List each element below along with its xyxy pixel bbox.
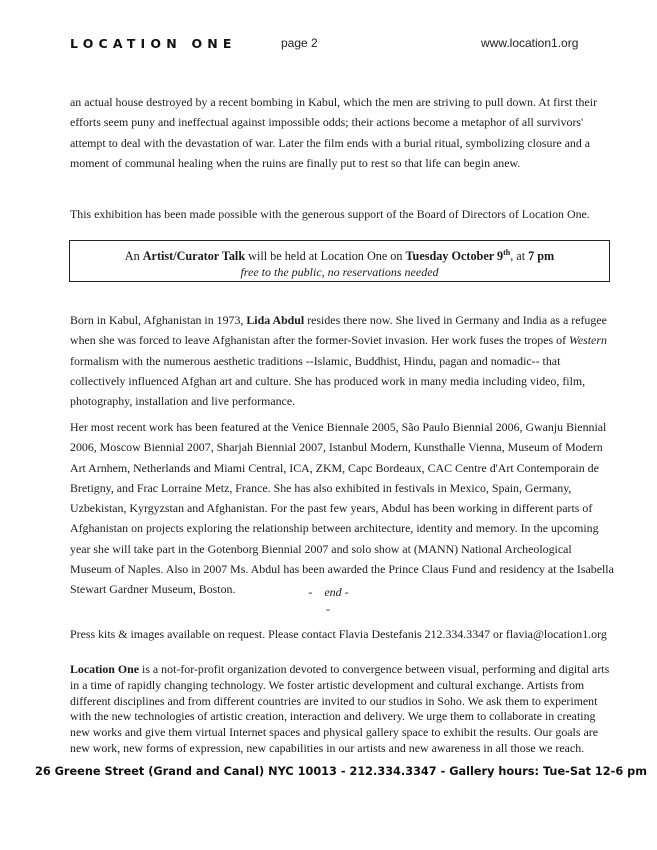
org-name: Location One	[70, 662, 140, 676]
brand-logo-text: LOCATION ONE	[70, 36, 237, 51]
press-kit-contact: Press kits & images available on request. Please contact Flavia Destefanis 212.334.3347 or flavia@location1.org	[70, 627, 607, 641]
paragraph-artist-bio: Born in Kabul, Afghanistan in 1973, Lida Abdul resides there now. She lived in Germany and India as a refugee when she was forced to leave Afghanistan after the former-Soviet invasion. Her work fuses the tropes of Western formalism with the numerous aesthetic traditions --Islamic, Buddhist, Hindu, pagan and nomadic-- that collectively influenced Afghan art and culture. She has produced work in many media including video, film, photography, installation and live performance.	[70, 313, 607, 409]
talk-note: free to the public, no reservations needed	[240, 265, 439, 280]
end-dash: -	[326, 602, 330, 616]
paragraph-support-credit: This exhibition has been made possible with the generous support of the Board of Directors of Location One.	[70, 207, 590, 221]
talk-date: Tuesday October 9th	[405, 248, 511, 264]
talk-event-title: Artist/Curator Talk	[142, 249, 246, 264]
end-marker: - end -	[308, 585, 349, 599]
talk-text-pre: An	[124, 249, 143, 264]
talk-time: 7 pm	[528, 249, 555, 264]
paragraph-about-organization: Location One is a not-for-profit organization devoted to convergence between visual, performing and digital arts in a time of rapidly changing technology. We foster artistic development and cultural exchange. Artists from different disciplines and from different countries are invited to our studios in Soho. We ask them to experiment with the new technologies of artistic creation, interaction and delivery. We urge them to collaborate in creating new works and give them virtual Internet spaces and physical gallery space to exhibit the results. Our goals are new work, new forms of expression, new capabilities in our artists and new awareness in all those we reach.	[70, 662, 610, 755]
page-number: page 2	[281, 36, 318, 50]
footer-address: 26 Greene Street (Grand and Canal) NYC 10013 - 212.334.3347 - Gallery hours: Tue-Sat 12-6 pm	[35, 765, 647, 778]
paragraph-exhibition-history: Her most recent work has been featured at the Venice Biennale 2005, São Paulo Biennial 2006, Gwanju Biennial 2006, Moscow Biennial 2007, Sharjah Biennial 2007, Istanbul Modern, Kunsthalle Vienna, Museum of Modern Art Arnhem, Netherlands and Miami Central, ICA, ZKM, Capc Bordeaux, CAC Centre d'Art Contemporain de Bretigny, and Frac Lorraine Metz, France. She has also exhibited in festivals in Mexico, Spain, Germany, Uzbekistan, Kyrgyzstan and Afghanistan. For the past few years, Abdul has been working in different parts of Afghanistan on projects exploring the relationship between architecture, identity and memory. In the upcoming year she will take part in the Gotenborg Biennial 2007 and solo show at (MANN) National Archeological Museum of Naples. Also in 2007 Ms. Abdul has been awarded the Prince Claus Fund and residency at the Isabella Stewart Gardner Museum, Boston.	[70, 420, 614, 597]
talk-text-time-pre: , at	[510, 249, 529, 264]
talk-announcement-box	[69, 240, 610, 282]
paragraph-film-description: an actual house destroyed by a recent bombing in Kabul, which the men are striving to pull down. At first their efforts seem puny and ineffectual against impossible odds; their actions become a metaphor of all survivors' attempt to deal with the devastation of war. Later the film ends with a burial ritual, symbolizing closure and a moment of communal healing when the ruins are finally put to rest so that life can begin anew.	[70, 95, 598, 170]
talk-announcement-line	[70, 245, 609, 264]
artist-name: Lida Abdul	[246, 313, 305, 327]
talk-text-mid: will be held at Location One on	[245, 249, 406, 264]
website-url: www.location1.org	[481, 36, 579, 50]
